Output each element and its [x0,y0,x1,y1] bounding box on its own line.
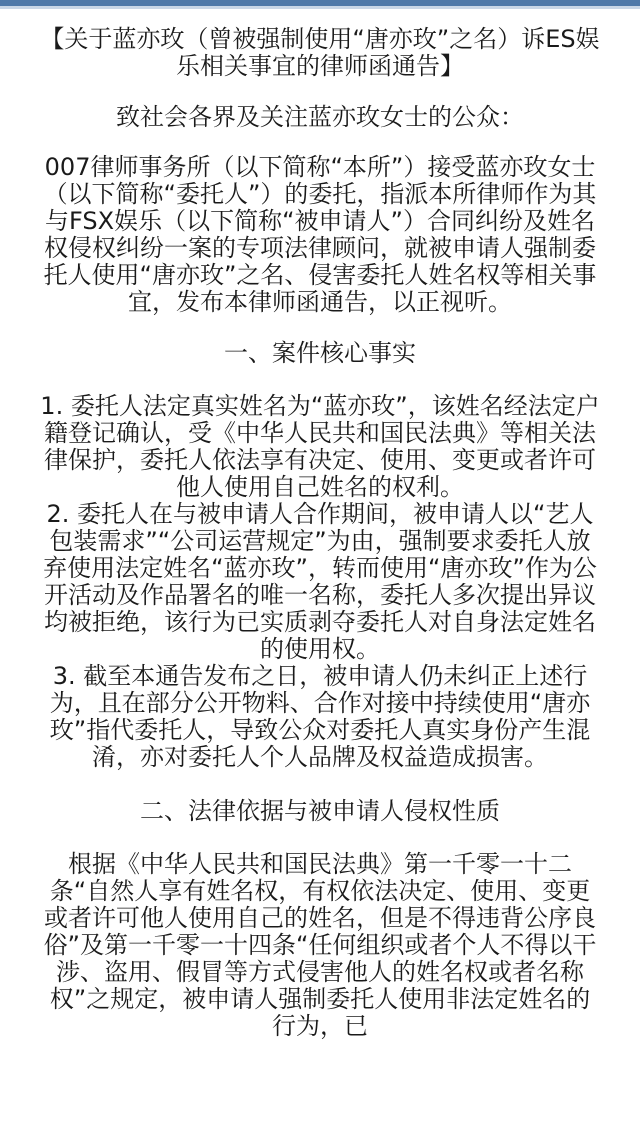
lawyer-letter-notice [40,26,600,1040]
top-accent-bar-shadow [0,6,640,9]
section-heading-facts: 一、案件核心事实 [224,339,416,367]
fact-item-1: 1. 委托人法定真实姓名为“蓝亦玫”，该姓名经法定户籍登记确认，受《中华人民共和国民法典》等相关法律保护，委托人依法享有决定、使用、变更或者许可他人使用自己姓名的权利。 [40,392,600,501]
fact-item-3: 3. 截至本通告发布之日，被申请人仍未纠正上述行为，且在部分公开物料、合作对接中持续使用“唐亦玫”指代委托人，导致公众对委托人真实身份产生混淆，亦对委托人个人品牌及权益造成损害。 [49,662,591,771]
notice-intro-paragraph: 007律师事务所（以下简称“本所”）接受蓝亦玫女士（以下简称“委托人”）的委托，指派本所律师作为其与FSX娱乐（以下简称“被申请人”）合同纠纷及姓名权侵权纠纷一案的专项法律顾问，就被申请人强制委托人使用“唐亦玫”之名、侵害委托人姓名权等相关事宜，发布本律师函通告，以正视听。 [43,153,597,316]
section-heading-legal-basis: 二、法律依据与被申请人侵权性质 [140,797,500,825]
legal-basis-paragraph: 根据《中华人民共和国民法典》第一千零一十二条“自然人享有姓名权，有权依法决定、使用、变更或者许可他人使用自己的姓名，但是不得违背公序良俗”及第一千零一十四条“任何组织或者个人不得以干涉、盗用、假冒等方式侵害他人的姓名权或者名称权”之规定，被申请人强制委托人使用非法定姓名的行为，已 [43,850,597,1040]
fact-item-2: 2. 委托人在与被申请人合作期间，被申请人以“艺人包装需求”“公司运营规定”为由，强制要求委托人放弃使用法定姓名“蓝亦玫”，转而使用“唐亦玫”作为公开活动及作品署名的唯一名称，委托人多次提出异议均被拒绝，该行为已实质剥夺委托人对自身法定姓名的使用权。 [43,500,597,663]
facts-list [40,393,600,771]
notice-salutation: 致社会各界及关注蓝亦玫女士的公众： [116,103,524,131]
notice-title: 【关于蓝亦玫（曾被强制使用“唐亦玫”之名）诉ES娱乐相关事宜的律师函通告】 [40,25,600,80]
